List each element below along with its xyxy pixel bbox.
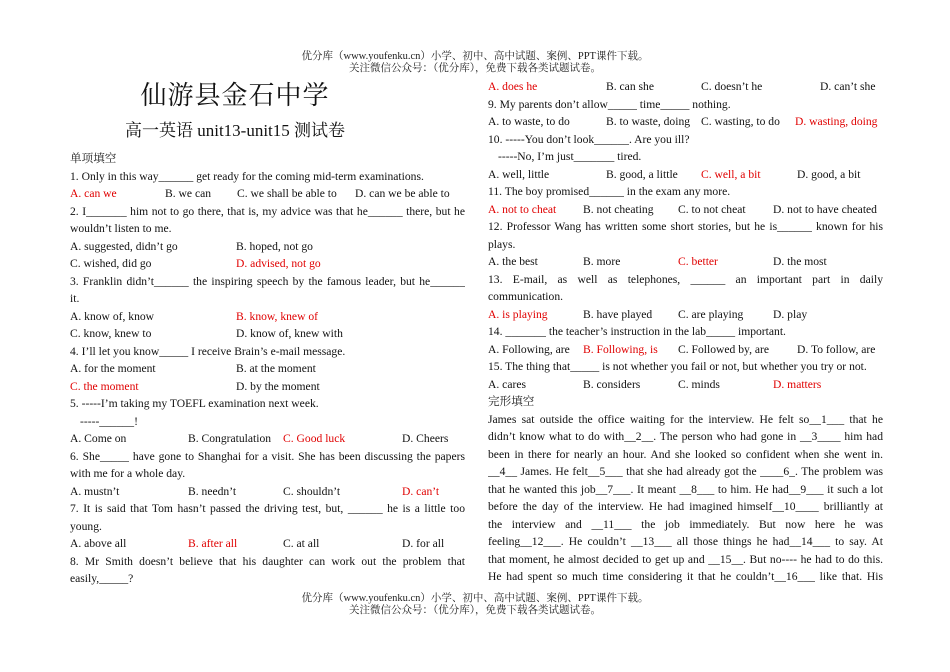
q8-option-d: D. can’t she [820,80,876,93]
q12-option-d: D. the most [773,255,827,268]
q5-option-d: D. Cheers [402,432,449,445]
footer-line-2: 关注微信公众号：（优分库），免费下载各类试题试卷。 [349,605,601,616]
q2-option-b: B. hoped, not go [236,239,313,253]
q11-option-d: D. not to have cheated [773,202,877,216]
question-10-stem-line-2: -----No, I’m just_______ tired. [498,150,642,163]
header-line-2: 关注微信公众号：（优分库），免费下载各类试题试卷。 [349,63,601,74]
cloze-line: been in there for nearly an hour. And she looked so confident when she went in. [488,447,883,461]
q15-option-c: C. minds [678,377,720,391]
q14-option-a: A. Following, are [488,342,570,356]
q14-option-d: D. To follow, are [797,342,876,356]
question-4-options-ab [70,360,465,378]
q1-option-c: C. we shall be able to [237,187,337,200]
question-14-options [488,341,883,359]
question-4-stem: 4. I’ll let you know_____ I receive Brain’s e-mail message. [70,344,346,358]
q3-option-b: B. know, knew of [236,309,319,323]
question-3-options-cd [70,325,465,343]
q15-option-a: A. cares [488,377,526,391]
q6-option-a: A. mustn’t [70,484,120,498]
question-5-options [70,430,465,448]
q2-option-d: D. advised, not go [236,257,321,270]
q10-option-d: D. good, a bit [797,167,861,181]
q12-option-c: C. better [678,255,718,268]
left-column [70,78,465,588]
q8-option-a: A. does he [488,80,538,93]
question-2-options-ab [70,238,465,256]
question-15-options [488,376,883,394]
q2-option-c: C. wished, did go [70,257,152,270]
q11-option-a: A. not to cheat [488,202,557,216]
q5-option-a: A. Come on [70,432,127,445]
q13-option-d: D. play [773,307,808,321]
q9-option-d: D. wasting, doing [795,115,878,128]
footer-line-1: 优分库（www.youfenku.cn）小学、初中、高中试题、案例、PPT课件下载。 [301,593,649,604]
cloze-line: He had spent so much time considering it that he couldn’t__16___ like that. His [488,570,883,583]
question-3-stem-line-1: 3. Franklin didn’t______ the inspiring speech by the famous leader, but he______ [70,274,465,288]
right-column [488,78,883,586]
question-14-stem: 14. _______ the teacher’s instruction in the lab_____ important. [488,325,786,338]
section-heading-single-choice: 单项填空 [70,152,117,165]
exam-title: 高一英语 unit13-unit15 测试卷 [124,121,346,140]
section-heading-cloze: 完形填空 [488,395,535,408]
q1-option-a: A. can we [70,187,117,200]
q4-option-c: C. the moment [70,379,139,393]
header-line-1: 优分库（www.youfenku.cn）小学、初中、高中试题、案例、PPT课件下载。 [301,51,649,62]
q6-option-b: B. needn’t [188,484,237,498]
question-1-stem: 1. Only in this way______ get ready for the coming mid-term examinations. [70,169,424,183]
question-4-options-cd [70,378,465,396]
q13-option-b: B. have played [583,307,653,321]
q13-option-a: A. is playing [488,307,548,321]
q3-option-d: D. know of, knew with [236,327,343,340]
question-11-stem: 11. The boy promised______ in the exam any more. [488,185,731,198]
question-12-stem-line-2: plays. [488,237,516,251]
question-7-stem-line-2: young. [70,519,102,533]
cloze-line: that he wanted this job__7___. It meant __8___ to him. He had__9___ it such a lot [488,482,883,496]
q10-option-c: C. well, a bit [701,167,761,181]
question-7-options [70,535,465,553]
question-12-options [488,253,883,271]
cloze-line: feeling__12___. He couldn’t __13___ all those things he had__14___ to say. At [488,535,883,548]
q15-option-d: D. matters [773,377,822,391]
q10-option-b: B. good, a little [606,167,678,181]
q1-option-b: B. we can [165,187,212,200]
question-1-options [70,185,465,203]
cloze-line: before the day of the interview. He had imagined himself__10____ brilliantly at [488,500,883,513]
q11-option-b: B. not cheating [583,202,654,216]
question-11-options [488,201,883,219]
question-9-options [488,113,883,131]
cloze-line: James sat outside the office waiting for the interview. He felt so__1___ that he [488,412,883,426]
q10-option-a: A. well, little [488,167,550,181]
question-5-stem-line-2: -----______! [80,414,138,428]
q7-option-a: A. above all [70,537,127,550]
cloze-line: that moment, he almost decided to get up and __15__. But no---- he had to do this. [488,552,883,566]
q15-option-b: B. considers [583,377,641,391]
school-title: 仙游县金石中学 [140,81,330,110]
question-13-stem-line-2: communication. [488,290,564,303]
q12-option-a: A. the best [488,255,538,268]
q12-option-b: B. more [583,255,621,268]
question-10-stem-line-1: 10. -----You don’t look______. Are you ill? [488,132,690,146]
q13-option-c: C. are playing [678,307,744,321]
q6-option-c: C. shouldn’t [283,484,341,498]
question-15-stem: 15. The thing that_____ is not whether you fail or not, but whether you try or not. [488,360,867,373]
q8-option-c: C. doesn’t he [701,80,763,93]
question-8-stem-line-2: easily,_____? [70,572,134,585]
q4-option-b: B. at the moment [236,362,316,375]
question-13-stem-line-1: 13. E-mail, as well as telephones, ______ an important part in daily [488,272,883,286]
q3-option-c: C. know, knew to [70,327,152,340]
question-5-stem-line-1: 5. -----I’m taking my TOEFL examination next week. [70,397,319,410]
q8-option-b: B. can she [606,80,654,93]
q3-option-a: A. know of, know [70,309,155,323]
question-8-options [488,78,883,96]
question-2-stem-line-1: 2. I_______ him not to go there, that is, my advice was that he______ there, but he [70,204,465,218]
q5-option-c: C. Good luck [283,432,346,445]
question-6-stem-line-2: with me for a whole day. [70,467,186,480]
question-2-stem-line-2: wouldn’t listen to me. [70,222,172,235]
question-3-stem-line-2: it. [70,292,80,305]
cloze-line: the interview and __11___ the job immediately. But now here he was [488,517,883,531]
question-13-options [488,306,883,324]
question-2-options-cd [70,255,465,273]
q11-option-c: C. to not cheat [678,202,746,216]
q14-option-c: C. Followed by, are [678,342,770,356]
q6-option-d: D. can’t [402,484,440,498]
question-7-stem-line-1: 7. It is said that Tom hasn’t passed the driving test, but, ______ he is a little too [70,502,465,515]
question-10-options [488,166,883,184]
q7-option-d: D. for all [402,537,445,550]
cloze-line: __4__ James. He felt__5___ that she had already got the ____6_. The problem was [488,465,883,478]
q9-option-a: A. to waste, to do [488,115,570,128]
q2-option-a: A. suggested, didn’t go [70,239,178,253]
question-6-options [70,483,465,501]
question-3-options-ab [70,308,465,326]
question-8-stem-line-1: 8. Mr Smith doesn’t believe that his daughter can work out the problem that [70,554,465,568]
q1-option-d: D. can we be able to [355,187,450,200]
q7-option-b: B. after all [188,537,238,550]
q4-option-d: D. by the moment [236,379,320,393]
q5-option-b: B. Congratulation [188,432,272,445]
q7-option-c: C. at all [283,537,320,550]
q9-option-b: B. to waste, doing [606,115,691,128]
cloze-line: didn’t know what to do with__2__. The person who had gone in __3____ him had [488,430,883,443]
question-6-stem-line-1: 6. She_____ have gone to Shanghai for a visit. She has been discussing the papers [70,449,465,463]
question-12-stem-line-1: 12. Professor Wang has written some short stories, but he is______ known for his [488,220,883,233]
q4-option-a: A. for the moment [70,362,156,375]
q14-option-b: B. Following, is [583,342,658,356]
question-9-stem: 9. My parents don’t allow_____ time_____ nothing. [488,97,731,111]
q9-option-c: C. wasting, to do [701,115,780,128]
